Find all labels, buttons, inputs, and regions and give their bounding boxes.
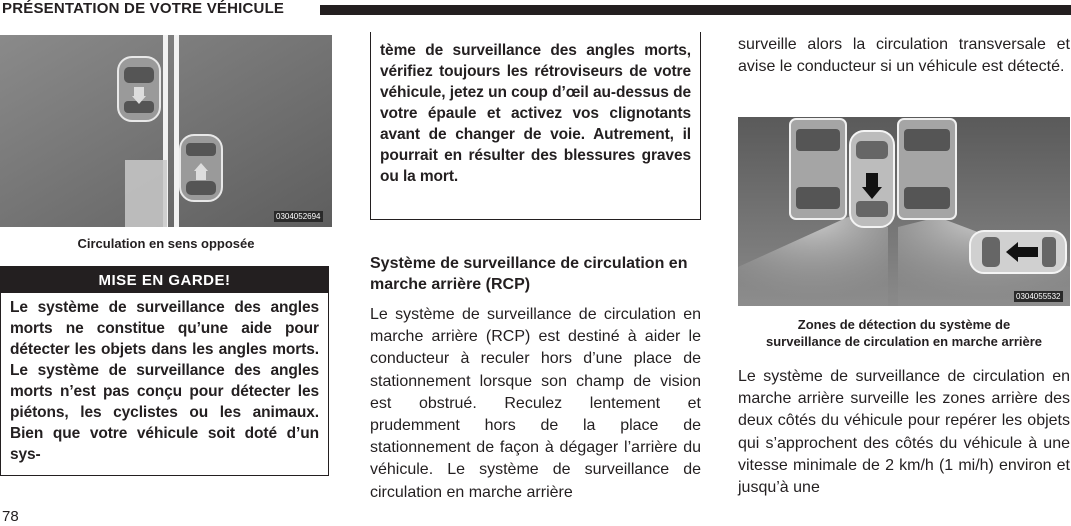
page-number: 78 xyxy=(2,508,19,525)
figure-code: 0304052694 xyxy=(276,212,321,221)
warning-box xyxy=(0,266,329,476)
approaching-car-icon xyxy=(970,231,1066,273)
figure-rcp-zones xyxy=(738,117,1070,306)
body-paragraph: Le système de surveillance de circulation en marche arrière (RCP) est destiné à aider le conducteur à reculer hors d’une place de stationnement lorsque son champ de vision est obstrué. Reculez lentement et prudemment hors de la place de stationnement de façon à dégager l’arrière du véhicule. Le système de surveillance de circulation en marche arrière xyxy=(370,306,701,501)
warning-title: MISE EN GARDE! xyxy=(1,267,328,293)
figure-code: 0304055532 xyxy=(1016,292,1061,301)
body-paragraph: Le système de surveillance de circulation en marche arrière surveille les zones arrière des deux côtés du véhicule pour repérer les objets qui s’approchent des côtés du véhicule à une vitesse minimale de 2 km/h (1 mi/h) environ et jusqu’à une xyxy=(738,368,1070,497)
page-header xyxy=(0,0,1071,22)
figure-caption: Circulation en sens opposée xyxy=(77,236,255,251)
reversing-car-icon xyxy=(850,131,894,227)
body-paragraph-continued: surveille alors la circulation transversale et avise le conducteur si un véhicule est détecté. xyxy=(738,36,1070,76)
lane-line xyxy=(174,35,179,227)
header-title: PRÉSENTATION DE VOTRE VÉHICULE xyxy=(2,0,285,17)
figure-caption-line: Zones de détection du système de xyxy=(797,317,1011,332)
figure-caption-line: surveillance de circulation en marche arrière xyxy=(765,334,1043,349)
warning-box-continued xyxy=(370,32,701,220)
figure-oncoming-traffic xyxy=(0,35,332,227)
figure-caption xyxy=(738,316,1070,350)
rcp-zones-illustration xyxy=(738,117,1070,306)
header-bar xyxy=(320,5,1071,15)
section-heading: Système de surveillance de circulation en marche arrière (RCP) xyxy=(370,255,688,293)
own-car-icon xyxy=(180,135,222,201)
blind-spot-zone xyxy=(125,160,167,227)
warning-text: Le système de surveillance des angles morts ne constitue qu’une aide pour détecter les objets dans les angles morts. Le système de surveillance des angles morts n’est pas conçu pour détecter les piétons, les cyclistes ou les animaux. Bien que votre véhicule soit doté d’un sys- xyxy=(10,299,319,463)
parked-car-left-icon xyxy=(790,119,846,219)
warning-text-continued: tème de surveillance des angles morts, vérifiez toujours les rétroviseurs de votre véhicule, jetez un coup d’œil au-dessus de votre épaule et activez vos clignotants avant de changer de voie. Autrement, il pourrait en résulter des blessures graves ou la mort. xyxy=(380,42,691,185)
oncoming-car-icon xyxy=(118,57,160,121)
parked-car-right-icon xyxy=(898,119,956,219)
oncoming-traffic-illustration xyxy=(0,35,332,227)
